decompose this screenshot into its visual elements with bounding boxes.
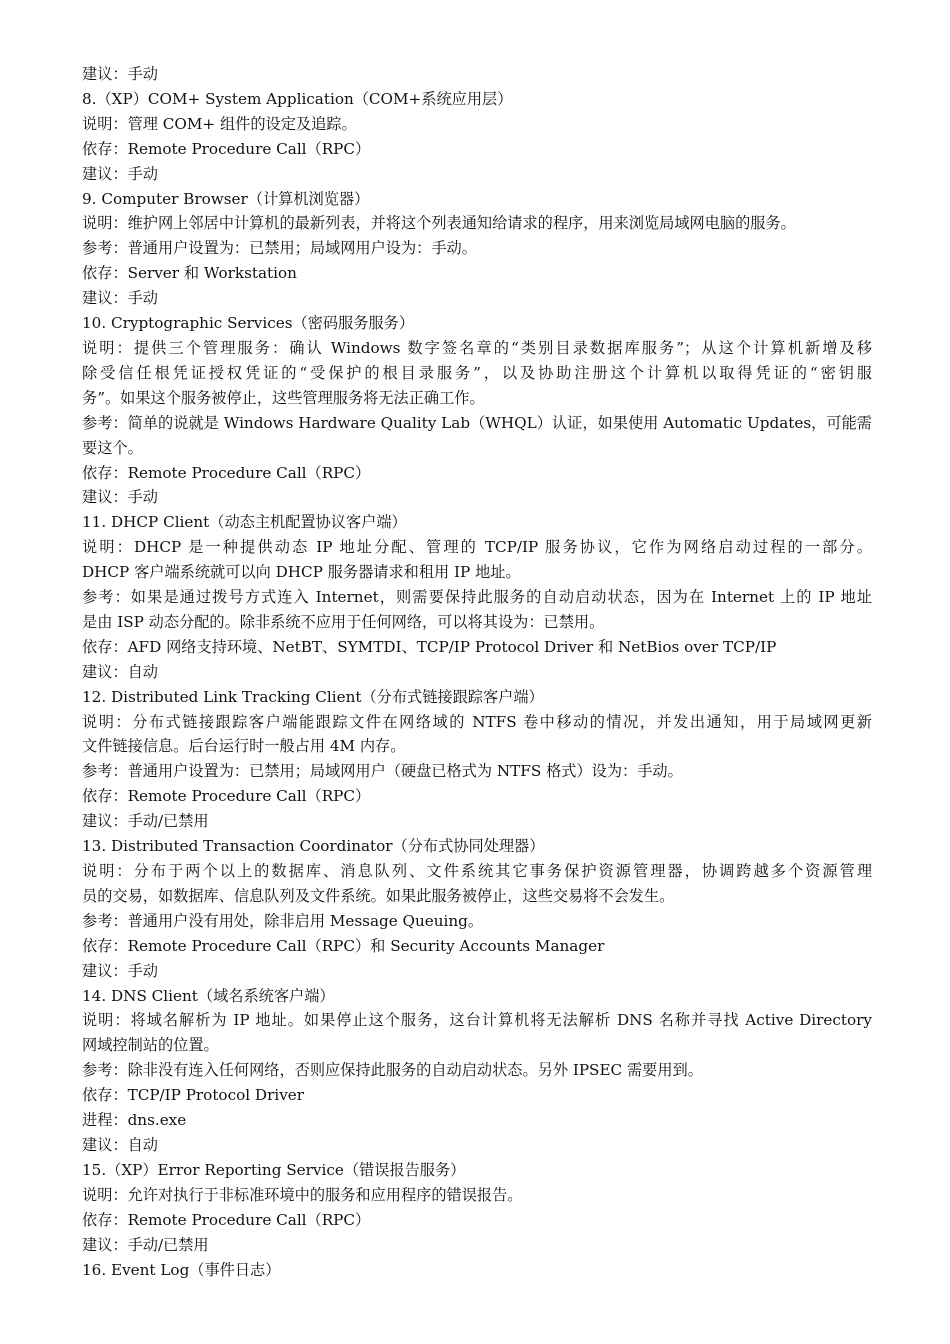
text-line: 建议：自动 — [82, 1135, 158, 1154]
section-heading: 9. Computer Browser（计算机浏览器） — [82, 189, 370, 208]
text-line: 建议：手动 — [82, 65, 158, 83]
text-line: 除受信任根凭证授权凭证的“受保护的根目录服务”，以及协助注册这个计算机以取得凭证的“密钥服 — [82, 363, 872, 382]
text-line: 说明：将域名解析为 IP 地址。如果停止这个服务，这台计算机将无法解析 DNS 名称并寻找 Active Directory — [82, 1011, 872, 1030]
text-line: 说明：提供三个管理服务：确认 Windows 数字签名章的“类别目录数据库服务”；从这个计算机新增及移 — [82, 338, 872, 357]
text-line: 依存：Remote Procedure Call（RPC） — [82, 463, 371, 482]
text-line: 务”。如果这个服务被停止，这些管理服务将无法正确工作。 — [82, 388, 485, 407]
text-line: 依存：Remote Procedure Call（RPC） — [82, 787, 371, 806]
text-line: 建议：手动 — [82, 289, 158, 308]
text-line: 参考：普通用户没有用处，除非启用 Message Queuing。 — [82, 911, 484, 930]
section-heading: 14. DNS Client（域名系统客户端） — [82, 986, 335, 1005]
text-line: 参考：除非没有连入任何网络，否则应保持此服务的自动启动状态。另外 IPSEC 需要用到。 — [82, 1061, 703, 1080]
text-line: 员的交易，如数据库、信息队列及文件系统。如果此服务被停止，这些交易将不会发生。 — [82, 886, 675, 905]
text-line: 说明：DHCP 是一种提供动态 IP 地址分配、管理的 TCP/IP 服务协议，它作为网络启动过程的一部分。 — [82, 538, 872, 557]
text-line: 说明：分布于两个以上的数据库、消息队列、文件系统其它事务保护资源管理器，协调跨越多个资源管理 — [82, 862, 872, 880]
text-line: 建议：手动 — [82, 961, 158, 980]
text-line: DHCP 客户端系统就可以向 DHCP 服务器请求和租用 IP 地址。 — [82, 563, 521, 582]
text-line: 建议：自动 — [82, 662, 158, 681]
section-heading: 15.（XP）Error Reporting Service（错误报告服务） — [82, 1160, 466, 1179]
text-line: 参考：如果是通过拨号方式连入 Internet，则需要保持此服务的自动启动状态，因为在 Internet 上的 IP 地址 — [82, 588, 872, 607]
section-heading: 10. Cryptographic Services（密码服务服务） — [82, 314, 415, 333]
text-line: 建议：手动 — [82, 164, 158, 183]
text-line: 说明：分布式链接跟踪客户端能跟踪文件在网络域的 NTFS 卷中移动的情况，并发出通知，用于局域网更新 — [82, 712, 872, 731]
text-line: 是由 ISP 动态分配的。除非系统不应用于任何网络，可以将其设为：已禁用。 — [82, 612, 605, 631]
text-line: 网域控制站的位置。 — [82, 1036, 219, 1055]
text-line: 文件链接信息。后台运行时一般占用 4M 内存。 — [82, 737, 406, 756]
text-line: 参考：普通用户设置为：已禁用；局域网用户（硬盘已格式为 NTFS 格式）设为：手动。 — [82, 762, 683, 781]
text-line: 参考：普通用户设置为：已禁用；局域网用户设为：手动。 — [82, 239, 477, 258]
section-heading: 11. DHCP Client（动态主机配置协议客户端） — [82, 513, 407, 532]
text-line: 建议：手动 — [82, 488, 158, 507]
text-line: 要这个。 — [82, 438, 143, 457]
text-line: 依存：AFD 网络支持环境、NetBT、SYMTDI、TCP/IP Protocol Driver 和 NetBios over TCP/IP — [82, 637, 777, 656]
text-line: 参考：简单的说就是 Windows Hardware Quality Lab（WHQL）认证，如果使用 Automatic Updates，可能需 — [82, 413, 872, 432]
text-line: 说明：允许对执行于非标准环境中的服务和应用程序的错误报告。 — [82, 1185, 523, 1204]
text-line: 建议：手动/已禁用 — [82, 1235, 209, 1254]
text-line: 依存：Server 和 Workstation — [82, 264, 297, 283]
text-line: 说明：管理 COM+ 组件的设定及追踪。 — [82, 114, 357, 133]
text-line: 依存：Remote Procedure Call（RPC） — [82, 1210, 371, 1229]
text-line: 依存：TCP/IP Protocol Driver — [82, 1086, 305, 1105]
text-line: 依存：Remote Procedure Call（RPC） — [82, 139, 371, 158]
section-heading: 16. Event Log（事件日志） — [82, 1260, 281, 1279]
text-line: 建议：手动/已禁用 — [82, 812, 209, 831]
text-line: 依存：Remote Procedure Call（RPC）和 Security Accounts Manager — [82, 936, 605, 955]
section-heading: 8.（XP）COM+ System Application（COM+系统应用层） — [82, 89, 513, 108]
section-heading: 12. Distributed Link Tracking Client（分布式链接跟踪客户端） — [82, 687, 544, 706]
document-body — [82, 62, 872, 1282]
text-line: 进程：dns.exe — [82, 1111, 187, 1130]
text-line: 说明：维护网上邻居中计算机的最新列表，并将这个列表通知给请求的程序，用来浏览局域网电脑的服务。 — [82, 214, 796, 233]
section-heading: 13. Distributed Transaction Coordinator（分布式协同处理器） — [82, 837, 545, 856]
